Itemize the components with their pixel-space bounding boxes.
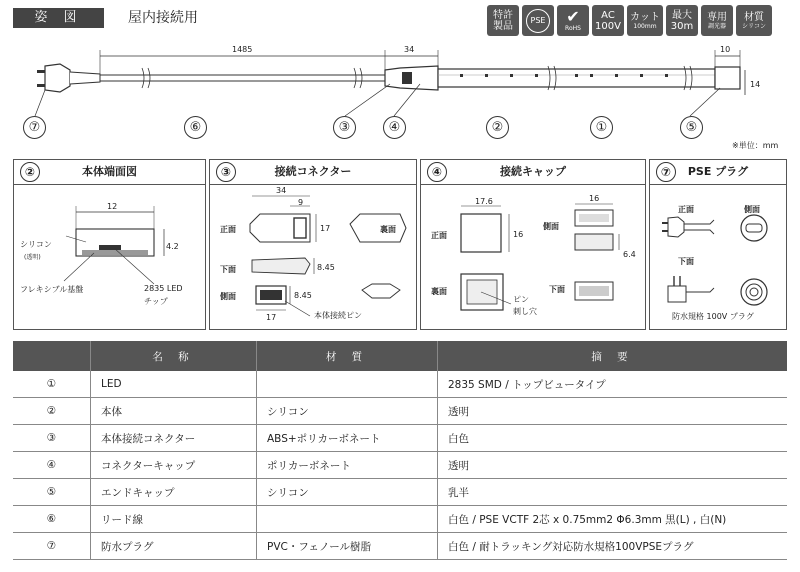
silicone-label: シリコン bbox=[20, 240, 52, 249]
dim-cable-length: 1485 bbox=[232, 45, 253, 54]
pin-label-2: 刺し穴 bbox=[513, 307, 537, 316]
badge-pse bbox=[522, 5, 554, 36]
connector-width: 34 bbox=[276, 186, 287, 195]
dim-endcap-height: 14 bbox=[750, 80, 761, 89]
panel-number: ③ bbox=[216, 162, 236, 182]
section-tag: 姿 図 bbox=[13, 8, 104, 28]
view-side: 側面 bbox=[220, 292, 236, 301]
view-front: 正面 bbox=[220, 225, 236, 234]
cap-height: 16 bbox=[513, 230, 524, 239]
table-row: ③ 本体接続コネクター ABS+ポリカーボネート 白色 bbox=[13, 425, 787, 452]
col-material: 材 質 bbox=[257, 341, 438, 371]
board-label: フレキシブル基盤 bbox=[20, 285, 84, 294]
view-side: 側面 bbox=[543, 222, 559, 231]
view-side: 側面 bbox=[744, 205, 760, 214]
led-label-1: 2835 LED bbox=[144, 284, 183, 293]
panel-title: 接続コネクター bbox=[210, 160, 416, 185]
table-row: ⑥ リード線 白色 / PSE VCTF 2芯 x 0.75mm2 Φ6.3mm 黒(L) , 白(N) bbox=[13, 506, 787, 533]
side-width: 16 bbox=[589, 194, 600, 203]
view-bottom: 下面 bbox=[549, 285, 565, 294]
plug-note: 防水規格 100V プラグ bbox=[672, 312, 754, 321]
view-bottom: 下面 bbox=[678, 257, 694, 266]
callout-1: ① bbox=[590, 116, 613, 139]
panel-title: 本体端面図 bbox=[14, 160, 205, 185]
side-height: 6.4 bbox=[623, 250, 636, 259]
table-row: ② 本体 シリコン 透明 bbox=[13, 398, 787, 425]
panel-number: ⑦ bbox=[656, 162, 676, 182]
panel-title: PSE プラグ bbox=[650, 160, 786, 185]
badge-rohs: ✔ RoHS bbox=[557, 5, 589, 36]
table-row: ⑦ 防水プラグ PVC・フェノール樹脂 白色 / 耐トラッキング対応防水規格100VPSEプラグ bbox=[13, 533, 787, 560]
panel-title: 接続キャップ bbox=[421, 160, 645, 185]
callout-4: ④ bbox=[383, 116, 406, 139]
callout-2: ② bbox=[486, 116, 509, 139]
body-height: 4.2 bbox=[166, 242, 179, 251]
connector-sub-width: 9 bbox=[298, 198, 304, 207]
callout-6: ⑥ bbox=[184, 116, 207, 139]
col-desc: 摘 要 bbox=[438, 341, 788, 371]
silicone-sub: (透明) bbox=[24, 254, 41, 261]
pin-label-1: ピン bbox=[513, 295, 529, 304]
connector-drawing bbox=[210, 184, 418, 330]
spec-badges bbox=[487, 5, 772, 36]
unit-note: ※単位：mm bbox=[732, 141, 779, 150]
panel-cap bbox=[420, 159, 646, 330]
panel-number: ② bbox=[20, 162, 40, 182]
plug-drawing bbox=[650, 184, 788, 330]
body-width: 12 bbox=[107, 202, 118, 211]
view-bottom: 下面 bbox=[220, 265, 236, 274]
badge-material: 材質 シリコン bbox=[736, 5, 772, 36]
bottom-height: 8.45 bbox=[317, 263, 335, 272]
spec-table bbox=[13, 341, 787, 560]
badge-max-length: 最大 30m bbox=[666, 5, 698, 36]
panel-number: ④ bbox=[427, 162, 447, 182]
panel-body-section bbox=[13, 159, 206, 330]
callout-5: ⑤ bbox=[680, 116, 703, 139]
side-width: 17 bbox=[266, 313, 277, 322]
table-row: ④ コネクターキャップ ポリカーボネート 透明 bbox=[13, 452, 787, 479]
callout-7: ⑦ bbox=[23, 116, 46, 139]
callout-3: ③ bbox=[333, 116, 356, 139]
connector-height: 17 bbox=[320, 224, 331, 233]
view-back: 裏面 bbox=[380, 225, 396, 234]
view-front: 正面 bbox=[678, 205, 694, 214]
table-row: ⑤ エンドキャップ シリコン 乳半 bbox=[13, 479, 787, 506]
panel-connector bbox=[209, 159, 417, 330]
led-label-2: チップ bbox=[144, 297, 168, 306]
section-title: 屋内接続用 bbox=[128, 10, 198, 26]
check-icon: ✔ bbox=[566, 7, 580, 26]
view-back: 裏面 bbox=[431, 287, 447, 296]
table-header-row bbox=[13, 341, 787, 371]
badge-patent: 特許 製品 bbox=[487, 5, 519, 36]
dim-endcap-length: 10 bbox=[720, 45, 731, 54]
pse-icon: PSE bbox=[526, 9, 550, 33]
side-height: 8.45 bbox=[294, 291, 312, 300]
badge-cut: カット 100mm bbox=[627, 5, 663, 36]
view-front: 正面 bbox=[431, 231, 447, 240]
cap-width: 17.6 bbox=[475, 197, 493, 206]
badge-ac100v: AC 100V bbox=[592, 5, 624, 36]
dim-connector-length: 34 bbox=[404, 45, 415, 54]
table-row: ① LED 2835 SMD / トップビュータイプ bbox=[13, 371, 787, 398]
panel-plug bbox=[649, 159, 787, 330]
pin-label: 本体接続ピン bbox=[314, 311, 362, 320]
col-name: 名 称 bbox=[91, 341, 257, 371]
badge-dimmer: 専用 調光器 bbox=[701, 5, 733, 36]
